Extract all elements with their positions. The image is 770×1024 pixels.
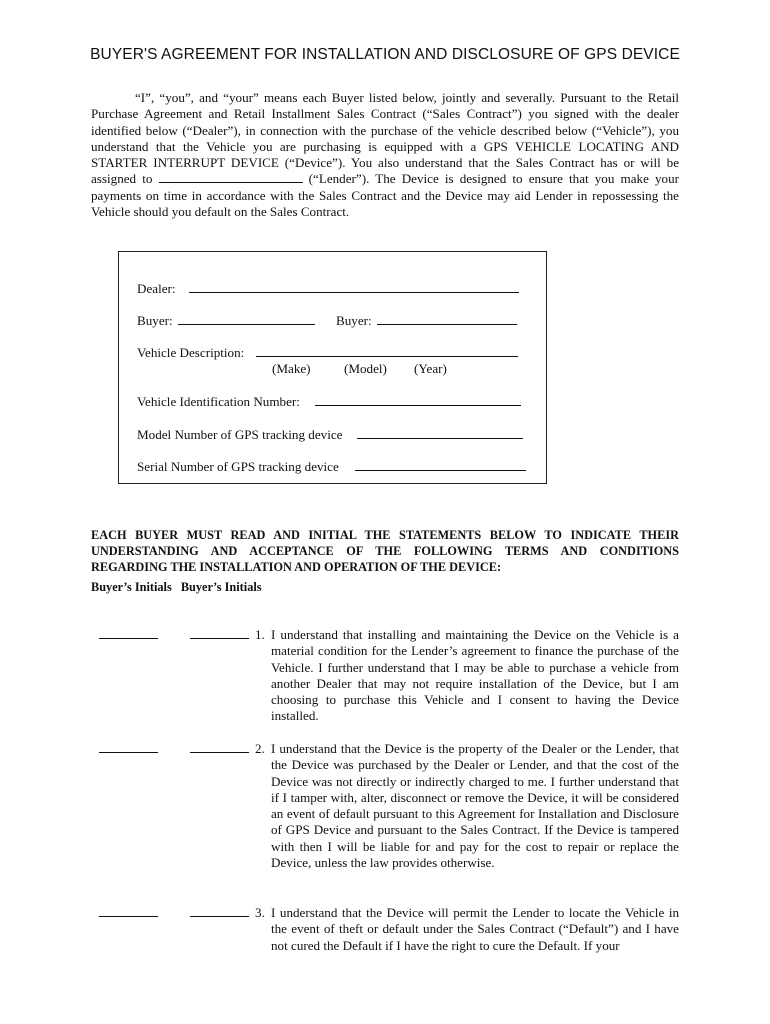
instructions-heading bbox=[91, 527, 679, 575]
intro-text-part1: “I”, “you”, and “your” means each Buyer listed below, jointly and severally. Pursuant to the Retail Purchase Agreement and Retail Installment Sales Contract (“Sales Contract”) you signed with the dealer identified below (“Dealer”), in connection with the purchase of the vehicle described below (“Vehicle”), you understand that the Vehicle you are purchasing is equipped with a GPS VEHICLE LOCATING AND STARTER INTERRUPT DEVICE (“Device”). You also understand that the Sales Contract has or will be assigned to bbox=[91, 90, 679, 187]
statement-number: 3. bbox=[255, 905, 265, 920]
buyer2-label: Buyer: bbox=[336, 313, 372, 328]
statement-text: I understand that installing and maintaining the Device on the Vehicle is a material condition for the Lender’s agreement to finance the purchase of the Vehicle. I further understand that I may be able to purchase a vehicle from another Dealer that may not require installation of the Device, but I am choosing to purchase this Vehicle and I consent to having the Device installed. bbox=[271, 627, 679, 724]
buyer-initials-label-1: Buyer’s Initials bbox=[91, 580, 172, 594]
statement-item bbox=[255, 741, 679, 871]
gps-model-label: Model Number of GPS tracking device bbox=[137, 427, 343, 442]
statement-text: I understand that the Device will permit the Lender to locate the Vehicle in the event of theft or default under the Sales Contract (“Default”) and I have not cured the Default if I have the right to cure the Default. If your bbox=[271, 905, 679, 953]
statement-number: 1. bbox=[255, 627, 265, 642]
initials-blank-2b[interactable] bbox=[190, 752, 249, 753]
gps-serial-label: Serial Number of GPS tracking device bbox=[137, 459, 339, 474]
model-label: (Model) bbox=[344, 361, 387, 376]
initials-blank-3b[interactable] bbox=[190, 916, 249, 917]
statement-item bbox=[255, 905, 679, 954]
instructions-line-1: EACH BUYER MUST READ AND INITIAL THE STATEMENTS BELOW TO INDICATE THEIR bbox=[91, 528, 679, 542]
instructions-line-2: UNDERSTANDING AND ACCEPTANCE OF THE FOLLOWING TERMS AND CONDITIONS bbox=[91, 544, 679, 558]
statement-text: I understand that the Device is the property of the Dealer or the Lender, that the Device was purchased by the Dealer or Lender, and that the cost of the Device was not directly or indirectly charged to me. I further understand that if I tamper with, alter, disconnect or remove the Device, it will be considered an event of default pursuant to this Agreement for Installation and Disclosure of GPS Device and pursuant to the Sales Contract. If the Device is tampered with then I will be liable for and pay for the cost to repair or replace the Device, unless the law provides otherwise. bbox=[271, 741, 679, 871]
make-label: (Make) bbox=[272, 361, 311, 376]
year-label: (Year) bbox=[414, 361, 447, 376]
intro-paragraph bbox=[91, 90, 679, 220]
initials-blank-1a[interactable] bbox=[99, 638, 158, 639]
vehicle-info-box bbox=[118, 251, 547, 484]
vehicle-description-field[interactable] bbox=[256, 356, 518, 357]
gps-model-field[interactable] bbox=[357, 438, 523, 439]
initials-blank-3a[interactable] bbox=[99, 916, 158, 917]
vehicle-description-label: Vehicle Description: bbox=[137, 345, 245, 360]
vin-label: Vehicle Identification Number: bbox=[137, 394, 300, 409]
intro-text-part2: (“Lender”). The Device is designed to ensure that you make your payments on time in accordance with the Sales Contract and the Device may aid Lender in repossessing the Vehicle should you default on the Sales Contract. bbox=[91, 171, 679, 220]
buyer2-field[interactable] bbox=[377, 324, 517, 325]
buyer-label: Buyer: bbox=[137, 313, 173, 328]
vin-field[interactable] bbox=[315, 405, 521, 406]
statement-item bbox=[255, 627, 679, 725]
document-title: BUYER'S AGREEMENT FOR INSTALLATION AND DISCLOSURE OF GPS DEVICE bbox=[90, 46, 680, 63]
buyer-field[interactable] bbox=[178, 324, 315, 325]
initials-header bbox=[91, 580, 268, 595]
initials-blank-1b[interactable] bbox=[190, 638, 249, 639]
buyer-initials-label-2: Buyer’s Initials bbox=[180, 580, 262, 594]
dealer-label: Dealer: bbox=[137, 281, 176, 296]
gps-serial-field[interactable] bbox=[355, 470, 526, 471]
dealer-field[interactable] bbox=[189, 292, 519, 293]
initials-blank-2a[interactable] bbox=[99, 752, 158, 753]
statement-number: 2. bbox=[255, 741, 265, 756]
instructions-line-3: REGARDING THE INSTALLATION AND OPERATION OF THE DEVICE: bbox=[91, 560, 502, 574]
lender-name-blank[interactable] bbox=[159, 171, 303, 183]
